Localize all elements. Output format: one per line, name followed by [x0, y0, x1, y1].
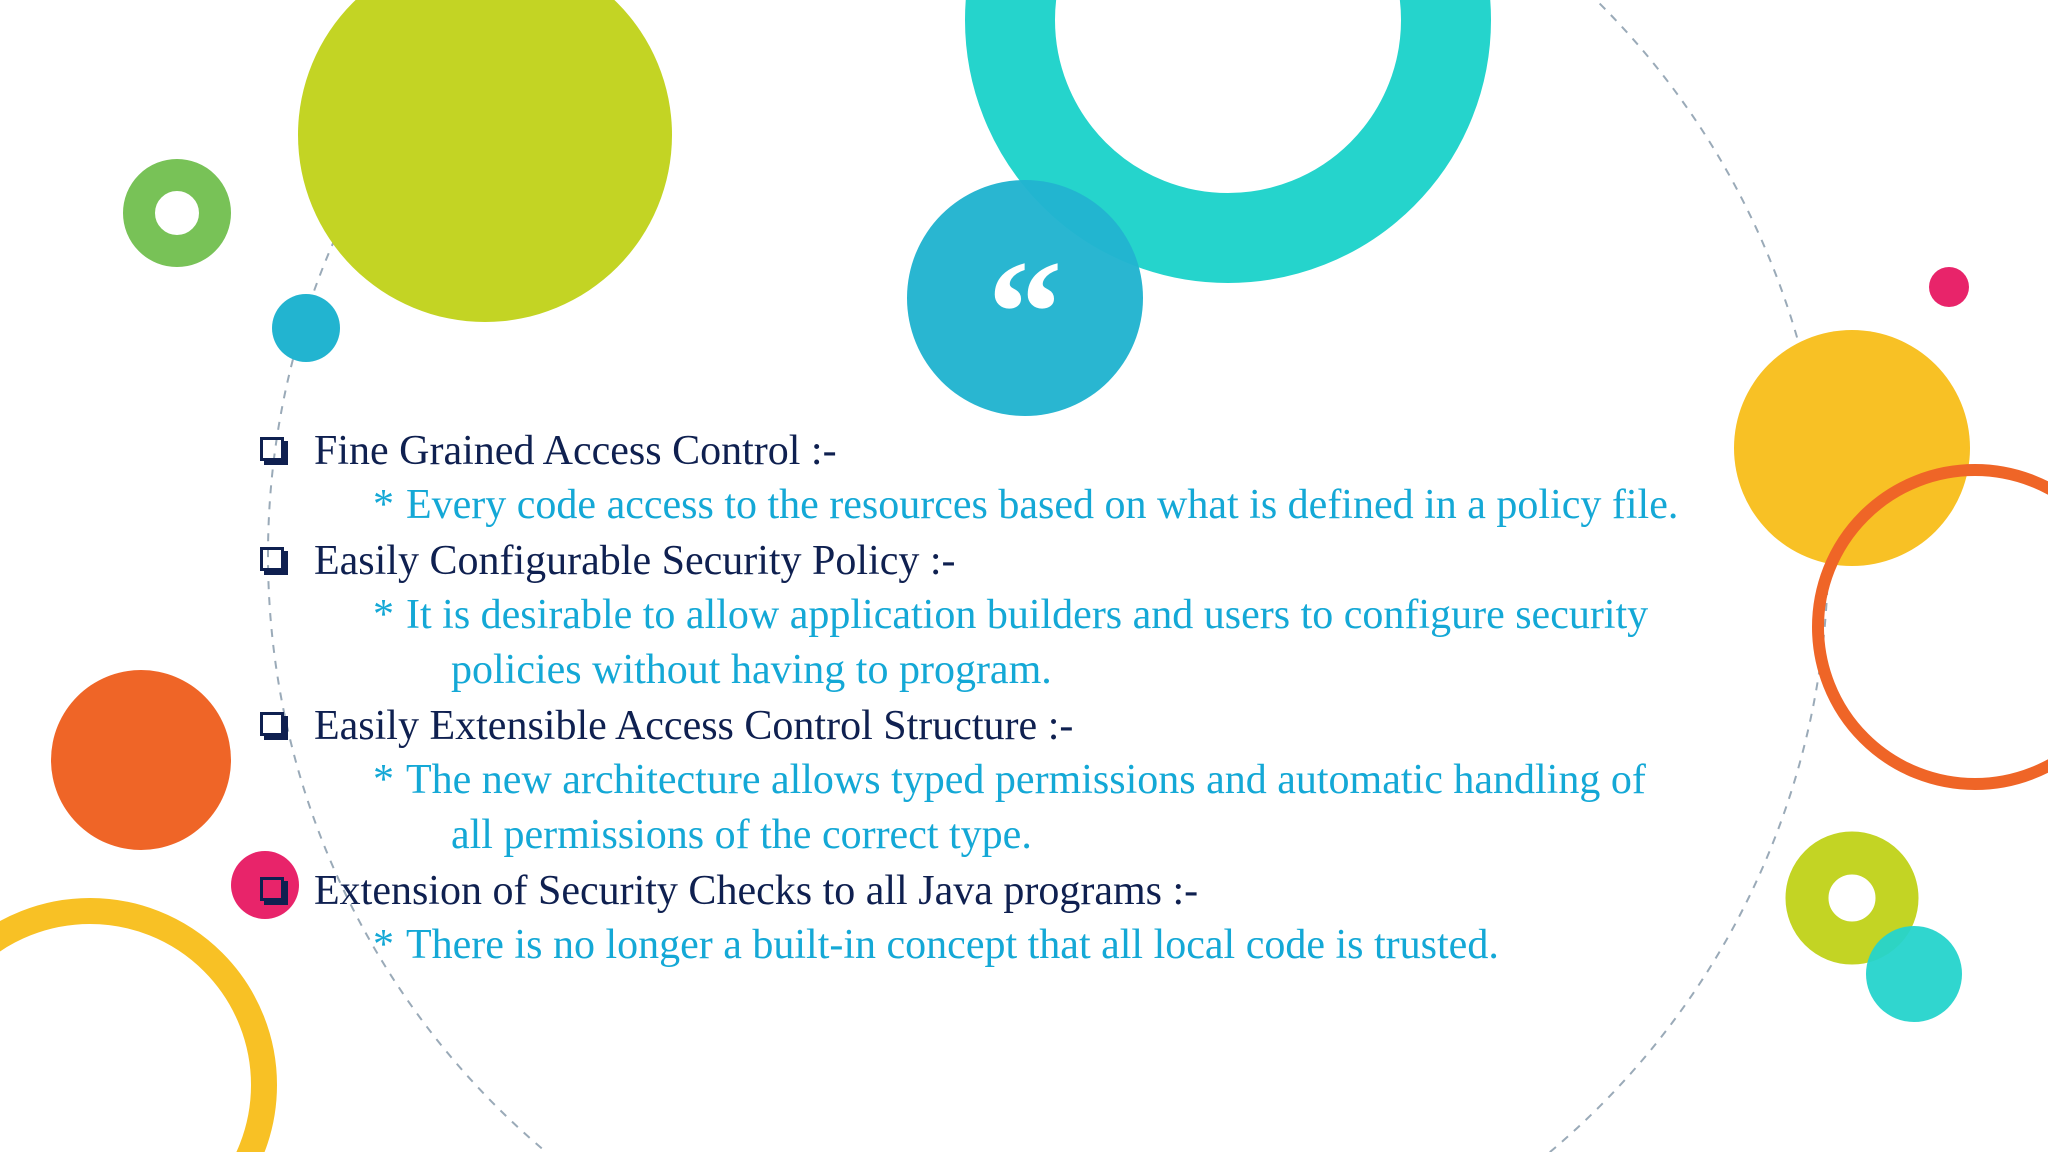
- detail-line-2: all permissions of the correct type.: [451, 812, 1032, 858]
- blue-dot-small: [272, 294, 340, 362]
- heading-text: Easily Configurable Security Policy :-: [314, 537, 956, 584]
- heading-text: Fine Grained Access Control :-: [314, 427, 837, 474]
- pink-dot-right: [1929, 267, 1969, 307]
- slide-body: [260, 423, 1820, 973]
- bullet-detail: [260, 588, 1820, 698]
- bullet-item: [260, 533, 1820, 698]
- detail-line-1: There is no longer a built-in concept that all local code is trusted.: [406, 922, 1499, 968]
- orange-circle-left: [51, 670, 231, 850]
- bullet-detail: [260, 753, 1820, 863]
- detail-line-1: Every code access to the resources based on what is defined in a policy file.: [406, 482, 1679, 528]
- bullet-heading: [260, 863, 1820, 918]
- star-marker: *: [373, 482, 394, 528]
- bullet-detail: [260, 478, 1820, 533]
- detail-line-1: It is desirable to allow application builders and users to configure security: [406, 592, 1649, 638]
- star-marker: *: [373, 592, 394, 638]
- bullet-heading: [260, 423, 1820, 478]
- teal-dot-bottom-right: [1866, 926, 1962, 1022]
- green-ring-small: [139, 175, 215, 251]
- checkbox-bullet-icon: [260, 437, 284, 461]
- star-marker: *: [373, 922, 394, 968]
- heading-text: Easily Extensible Access Control Structure :-: [314, 702, 1074, 749]
- heading-text: Extension of Security Checks to all Java programs :-: [314, 867, 1199, 914]
- bullet-item: [260, 423, 1820, 533]
- yellow-ring-bottom-left: [0, 911, 264, 1152]
- checkbox-bullet-icon: [260, 712, 284, 736]
- star-marker: *: [373, 757, 394, 803]
- quote-icon: “: [987, 230, 1063, 396]
- bullet-heading: [260, 698, 1820, 753]
- detail-line-1: The new architecture allows typed permissions and automatic handling of: [406, 757, 1646, 803]
- checkbox-bullet-icon: [260, 547, 284, 571]
- bullet-detail: [260, 918, 1820, 973]
- detail-line-2: policies without having to program.: [451, 647, 1052, 693]
- bullet-item: [260, 863, 1820, 973]
- lime-ring-small-right: [1807, 853, 1897, 943]
- checkbox-bullet-icon: [260, 877, 284, 901]
- bullet-heading: [260, 533, 1820, 588]
- bullet-item: [260, 698, 1820, 863]
- lime-circle-large: [298, 0, 672, 322]
